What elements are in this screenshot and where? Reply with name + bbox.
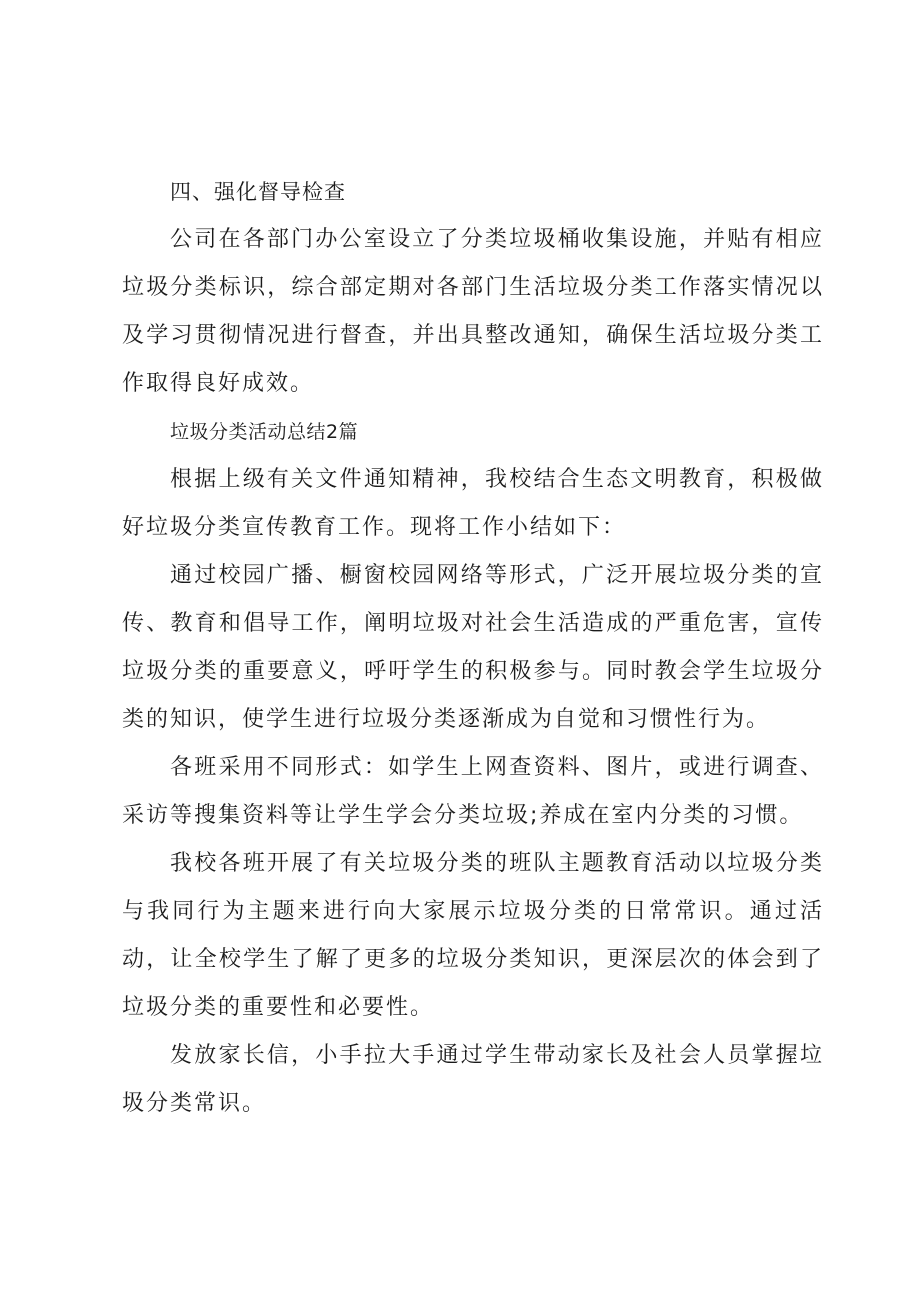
paragraph-class-activities: 各班采用不同形式：如学生上网查资料、图片，或进行调查、采访等搜集资料等让学生学会分类垃圾;养成在室内分类的习惯。 xyxy=(122,755,824,828)
paragraph-theme-education: 我校各班开展了有关垃圾分类的班队主题教育活动以垃圾分类与我同行为主题来进行向大家展示垃圾分类的日常常识。通过活动，让全校学生了解了更多的垃圾分类知识，更深层次的体会到了垃圾分类的重要性和必要性。 xyxy=(122,851,824,1020)
paragraph-supervision: 公司在各部门办公室设立了分类垃圾桶收集设施，并贴有相应垃圾分类标识，综合部定期对各部门生活垃圾分类工作落实情况以及学习贯彻情况进行督查，并出具整改通知，确保生活垃圾分类工作取得良好成效。 xyxy=(122,227,824,396)
paragraph-publicity: 通过校园广播、橱窗校园网络等形式，广泛开展垃圾分类的宣传、教育和倡导工作，阐明垃圾对社会生活造成的严重危害，宣传垃圾分类的重要意义，呼吁学生的积极参与。同时教会学生垃圾分类的知识，使学生进行垃圾分类逐渐成为自觉和习惯性行为。 xyxy=(122,563,824,732)
paragraph-parent-letter: 发放家长信，小手拉大手通过学生带动家长及社会人员掌握垃圾分类常识。 xyxy=(122,1043,824,1116)
paragraph-intro: 根据上级有关文件通知精神，我校结合生态文明教育，积极做好垃圾分类宣传教育工作。现将工作小结如下： xyxy=(122,467,824,540)
document-body xyxy=(122,168,824,1128)
section-heading: 四、强化督导检查 xyxy=(170,180,346,204)
article-title: 垃圾分类活动总结2篇 xyxy=(170,421,359,443)
